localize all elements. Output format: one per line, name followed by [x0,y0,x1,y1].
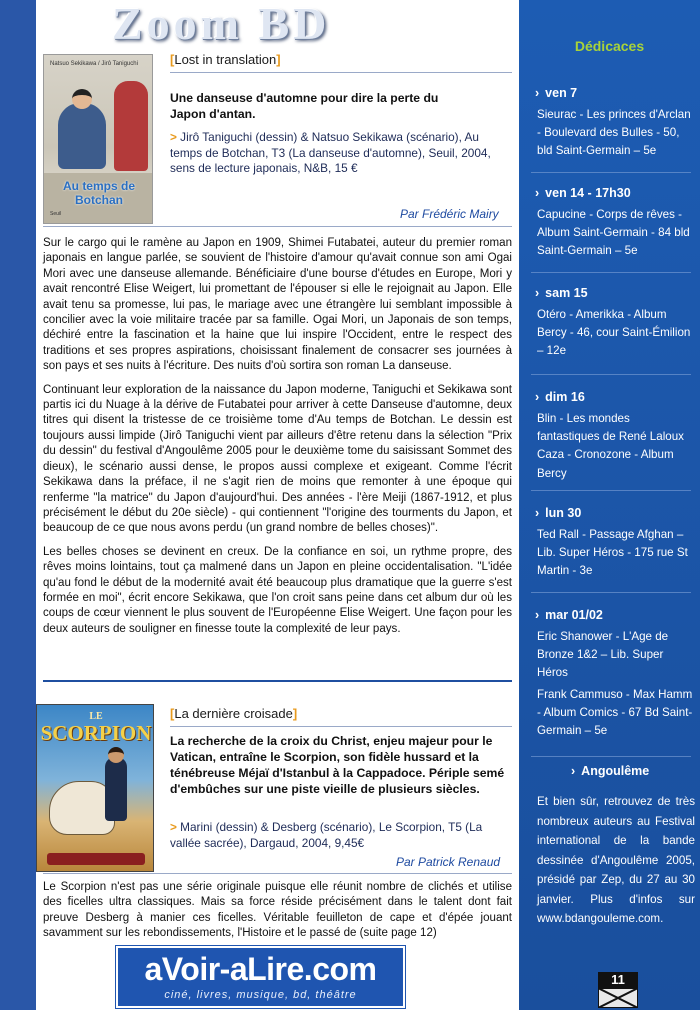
article2-body [43,880,512,942]
article1-separator [43,226,512,227]
article2-paragraph: Le Scorpion n'est pas une série originale puisque elle réunit nombre de clichés et utilise des ficelles ultra classiques. Mais sa force réside précisément dans le talent dont fait preuve Desberg à manier ces ficelles. Véritable feuilleton de cape et d'épée jouant savamment sur les rebondissements, l'Histoire et le passé de (suite page 12) [43,881,512,940]
article2-lead: La recherche de la croix du Christ, enjeu majeur pour le Vatican, entraîne le Scorpion, son fidèle hussard et la ténébreuse Méjaï d'Istanbul à la Cappadoce. Périple semé d'embûches sur une piste vieille de plusieurs siècles. [170,734,505,796]
cover-title: Au temps de Botchan [62,179,135,207]
event-text: Eric Shanower - L'Age de Bronze 1&2 – Lib. Super Héros [537,630,669,680]
chevron-right-icon: › [535,286,540,300]
article1-paragraph: Les belles choses se devinent en creux. De la confiance en soi, un rythme propre, des rêves moins lointains, tout ça malmené dans un Japon en pleine occidentalisation. "L'idée qu'au fond le début de la modernité avait été beaucoup plus dramatique que la guerre s'est formée en moi", écrit encore Sekikawa, que l'on croit sans peine dans cet album dur où les coups de cœur viennent le plus souvent de l'Européenne Elise Weigert. Une façon pour les deux auteurs de souligner en finesse toute la complexité de leur pays. [43,545,512,635]
article1-body [43,236,512,637]
event-date-text: sam 15 [545,286,588,300]
chevron-right-icon: › [535,390,540,404]
sidebar-title: Dédicaces [574,38,645,54]
article1-byline: Par Frédéric Mairy [400,207,499,221]
article2-rubric-line [170,726,512,727]
page-ornament-icon [598,988,638,1008]
event-date [535,286,588,300]
article1-credits-text: Jirô Taniguchi (dessin) & Natsuo Sekikawa (scénario), Au temps de Botchan, T3 (La danseuse d'automne), Seuil, 2004, sens de lecture japonais, N&B, 15 € [170,130,491,175]
event-date-text: ven 7 [545,86,578,100]
article1-rubric-line [170,72,512,73]
sidebar-separator [531,272,691,273]
article2-rubric: [La dernière croisade] [170,706,298,721]
angouleme-text: Et bien sûr, retrouvez de très nombreux auteurs au Festival international de la bande dessinée d'Angoulême 2005, présidé par Zep, du 27 au 30 janvier. Plus d'infos sur www.bdangouleme.com. [537,795,695,925]
article-divider [43,680,512,682]
arrow-icon: > [170,820,177,834]
cover-authors: Natsuo Sekikawa / Jirô Taniguchi [50,61,138,67]
sidebar-separator [531,374,691,375]
sidebar-separator [531,172,691,173]
event-text: Sieurac - Les princes d'Arclan - Boulevard des Bulles - 50, bld Saint-Germain – 5e [537,108,691,158]
sidebar-separator [531,490,691,491]
scorpion-cover-image [36,704,154,872]
page-number [598,972,638,1008]
chevron-right-icon: › [535,186,540,200]
event-date-text: ven 14 - 17h30 [545,186,631,200]
cover2-title: SCORPION [40,721,152,745]
event-text: Otéro - Amerikka - Album Bercy - 46, cour Saint-Émilion – 12e [537,308,691,358]
event-date-text: mar 01/02 [545,608,603,622]
cover-figure-blue [58,103,106,169]
event-date-text: dim 16 [545,390,585,404]
botchan-cover-image [43,54,153,224]
article2-credits [170,820,506,851]
article1-rubric: [Lost in translation] [170,52,281,67]
sidebar-separator [531,756,691,757]
article2-separator [43,873,512,874]
event-text: Frank Cammuso - Max Hamm - Album Comics - 67 Bd Saint-Germain – 5e [537,688,693,738]
event-date [535,186,631,200]
masthead-title: Zoom BD [112,0,331,49]
cover2-ribbon [47,853,145,865]
article1-paragraph: Sur le cargo qui le ramène au Japon en 1909, Shimei Futabatei, auteur du premier roman japonais en langue parlée, se souvient de l'histoire d'amour qu'avait connue son ami Ogai Mori avec une danseuse allemande. Bénéficiaire d'une bourse d'études en Europe, Mori y avait rencontré Elise Weigert, lui promettant de l'épouser si elle le rejoignait au Japon. Elle avait tenu sa promesse, lui pas, le mariage avec une étrangère lui semblant impossible à concilier avec la voie militaire tracée par sa famille. Ogai Mori, un Japonais de son temps, déchiré entre la fascination et la haine que lui inspire l'Occident, entre le respect des traditions et ses propres aspirations, choisissant finalement de consacrer ses journées à son pays et ses nuits à l'écriture. Des nuits d'où sortira son roman La danseuse. [43,237,512,373]
avoir-alire-logo[interactable] [116,946,405,1008]
logo-text: aVoir-aLire.com [144,951,377,987]
cover-publisher: Seuil [50,211,62,217]
chevron-right-icon: › [571,764,576,778]
article2-credits-text: Marini (dessin) & Desberg (scénario), Le Scorpion, T5 (La vallée sacrée), Dargaud, 2004, 9,45€ [170,820,483,850]
page-number-text: 11 [598,972,638,988]
article1-rubric-text: Lost in translation [174,52,277,67]
event-date [535,86,577,100]
angouleme-title [571,764,649,778]
page-left-margin [0,0,36,1010]
cover2-rider-head [108,747,124,763]
cover-figure-head [72,89,92,109]
chevron-right-icon: › [535,86,540,100]
event-text: Ted Rall - Passage Afghan – Lib. Super Héros - 175 rue St Martin - 3e [537,528,688,578]
sidebar-dedicaces [519,0,700,1010]
event-text: Capucine - Corps de rêves - Album Saint-Germain - 84 bld Saint-Germain – 5e [537,208,690,258]
cover2-rider [105,757,127,821]
article2-byline: Par Patrick Renaud [396,855,501,869]
chevron-right-icon: › [535,608,540,622]
event-text: Blin - Les mondes fantastiques de René Laloux Caza - Cronozone - Album Bercy [537,412,684,480]
article2-rubric-text: La dernière croisade [174,706,293,721]
logo-tagline: ciné, livres, musique, bd, théâtre [164,989,357,1001]
article1-paragraph: Continuant leur exploration de la naissance du Japon moderne, Taniguchi et Sekikawa sont partis ici du Nuage à la dérive de Futabatei pour arriver à cette Danseuse d'automne, deux titres qui disent la tristesse de ce troisième tome d'Au temps de Botchan. Le dessin est toujours aussi limpide (Jirô Taniguchi vient par ailleurs d'être retenu dans la sélection "Prix du dessin" du festival d'Angoulême 2005 pour le deuxième tome du saisissant Sommet des dieux), le scénario aussi dense, le propos aussi complexe et exigeant. Comme l'écrit Sekikawa dans la préface, il ne s'agit rien de moins que remonter à une époque qui renferme "la matrice" du Japon d'aujourd'hui. Des années - l'ère Meiji (1867-1912, et plus précisément le début du 20e siècle) - qui contiennent "l'origine des tourments du Japon, et beaucoup de ce que nous avons perdu (un grand nombre de belles choses)". [43,383,512,535]
cover2-le: LE [89,711,103,722]
event-date-text: lun 30 [545,506,582,520]
article1-credits [170,130,506,177]
event-date [535,390,585,404]
sidebar-separator [531,592,691,593]
arrow-icon: > [170,130,177,144]
angouleme-title-text: Angoulême [581,764,650,778]
article1-lead: Une danseuse d'automne pour dire la perte du Japon d'antan. [170,91,439,121]
event-date [535,506,581,520]
chevron-right-icon: › [535,506,540,520]
cover-figure-red [114,81,148,171]
event-date [535,608,603,622]
